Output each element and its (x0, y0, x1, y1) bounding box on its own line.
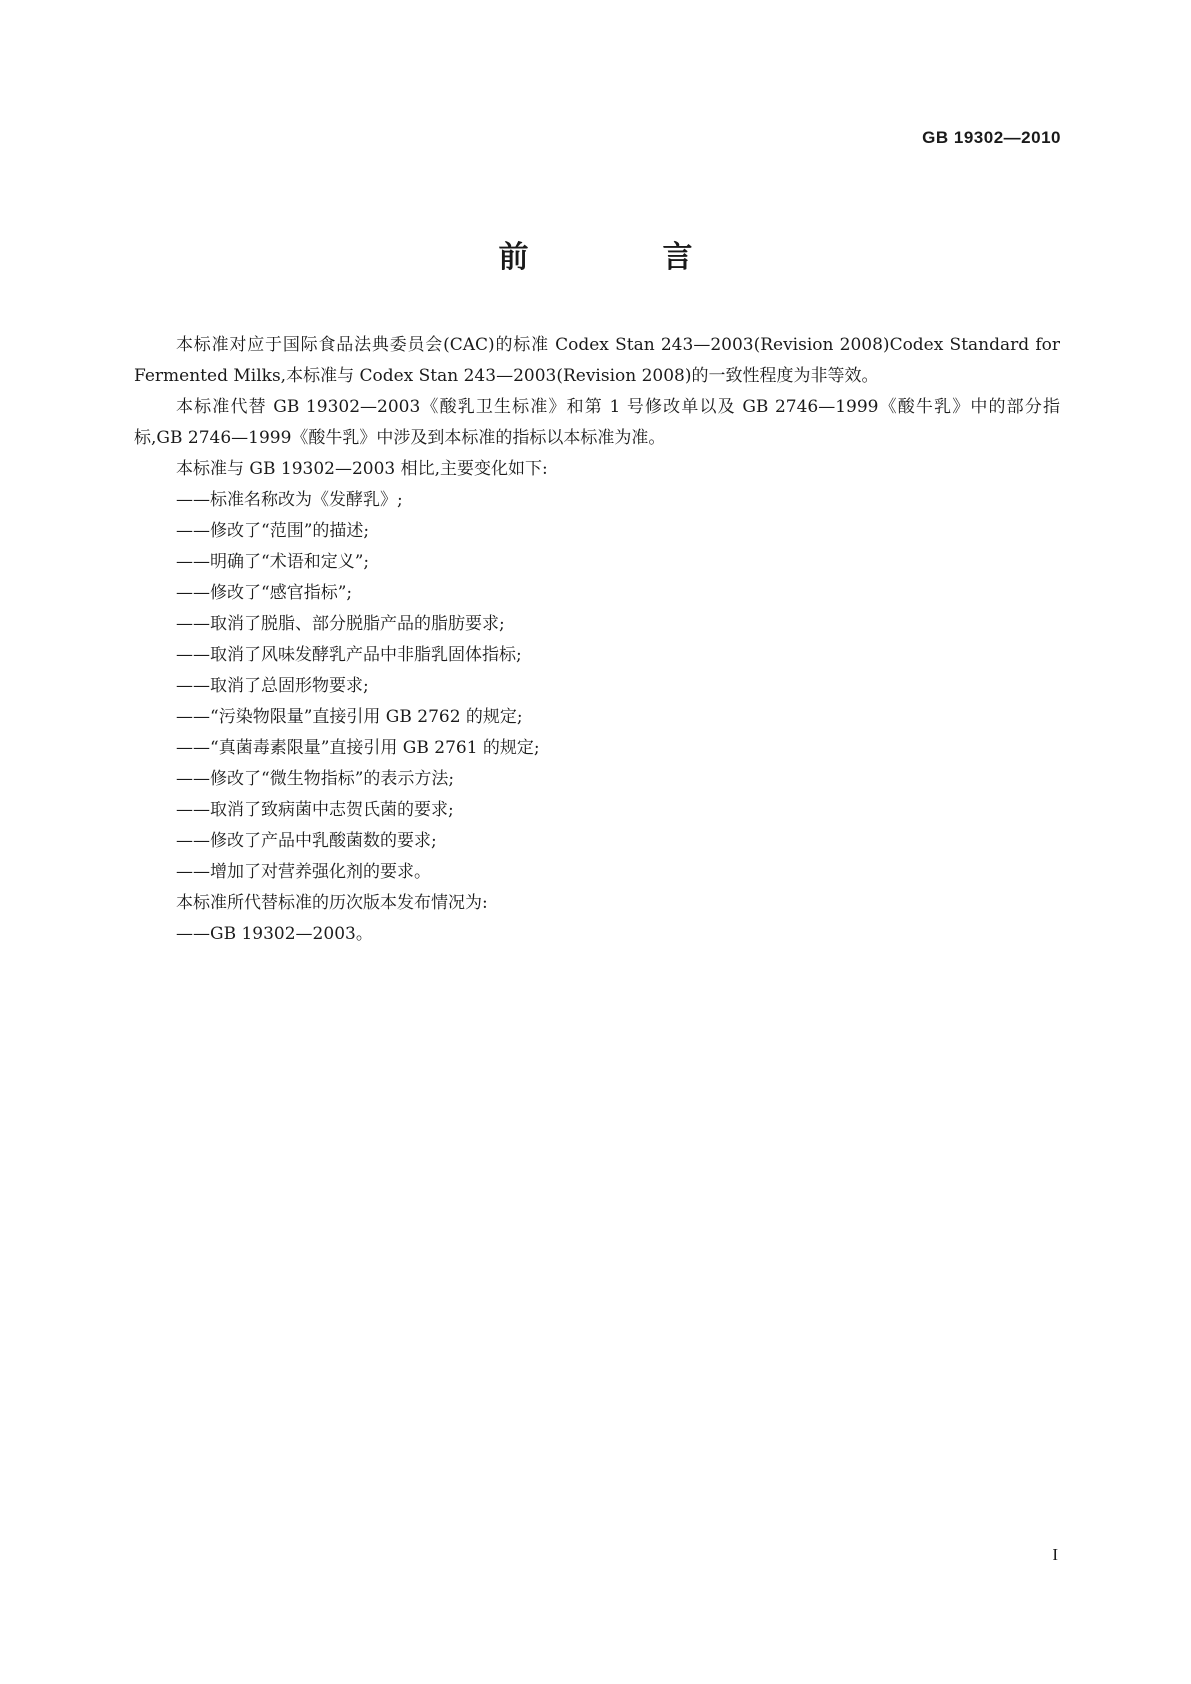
list-item: ——取消了总固形物要求; (176, 676, 369, 696)
list-item: ——取消了风味发酵乳产品中非脂乳固体指标; (176, 645, 522, 665)
list-item: ——GB 19302—2003。 (176, 924, 373, 944)
paragraph-correspondence: 本标准对应于国际食品法典委员会(CAC)的标准 Codex Stan 243—2003(Revision 2008)Codex Standard for Fermented Milks,本标准与 Codex Stan 243—2003(Revision 2008)的一致性程度为非等效。 (134, 335, 1060, 386)
changes-list (134, 485, 1060, 888)
list-item: ——“污染物限量”直接引用 GB 2762 的规定; (176, 707, 523, 727)
list-item: ——取消了脱脂、部分脱脂产品的脂肪要求; (176, 614, 505, 634)
list-item: ——修改了“范围”的描述; (176, 521, 370, 541)
list-item: ——修改了产品中乳酸菌数的要求; (176, 831, 437, 851)
list-item: ——增加了对营养强化剂的要求。 (176, 862, 431, 882)
history-list (134, 919, 1060, 950)
list-item: ——标准名称改为《发酵乳》; (176, 490, 403, 510)
foreword-body (134, 330, 1060, 950)
paragraph-replacement: 本标准代替 GB 19302—2003《酸乳卫生标准》和第 1 号修改单以及 GB 2746—1999《酸牛乳》中的部分指标,GB 2746—1999《酸牛乳》中涉及到本标准的指标以本标准为准。 (134, 397, 1060, 448)
list-item: ——“真菌毒素限量”直接引用 GB 2761 的规定; (176, 738, 540, 758)
list-item: ——取消了致病菌中志贺氏菌的要求; (176, 800, 454, 820)
list-item: ——修改了“感官指标”; (176, 583, 353, 603)
list-item: ——修改了“微生物指标”的表示方法; (176, 769, 455, 789)
paragraph-history-intro: 本标准所代替标准的历次版本发布情况为: (176, 893, 488, 913)
paragraph-changes-intro: 本标准与 GB 19302—2003 相比,主要变化如下: (176, 459, 548, 479)
list-item: ——明确了“术语和定义”; (176, 552, 370, 572)
page-title: 前 言 (498, 240, 745, 275)
standard-number: GB 19302—2010 (922, 128, 1061, 147)
page-number: I (1052, 1545, 1058, 1564)
